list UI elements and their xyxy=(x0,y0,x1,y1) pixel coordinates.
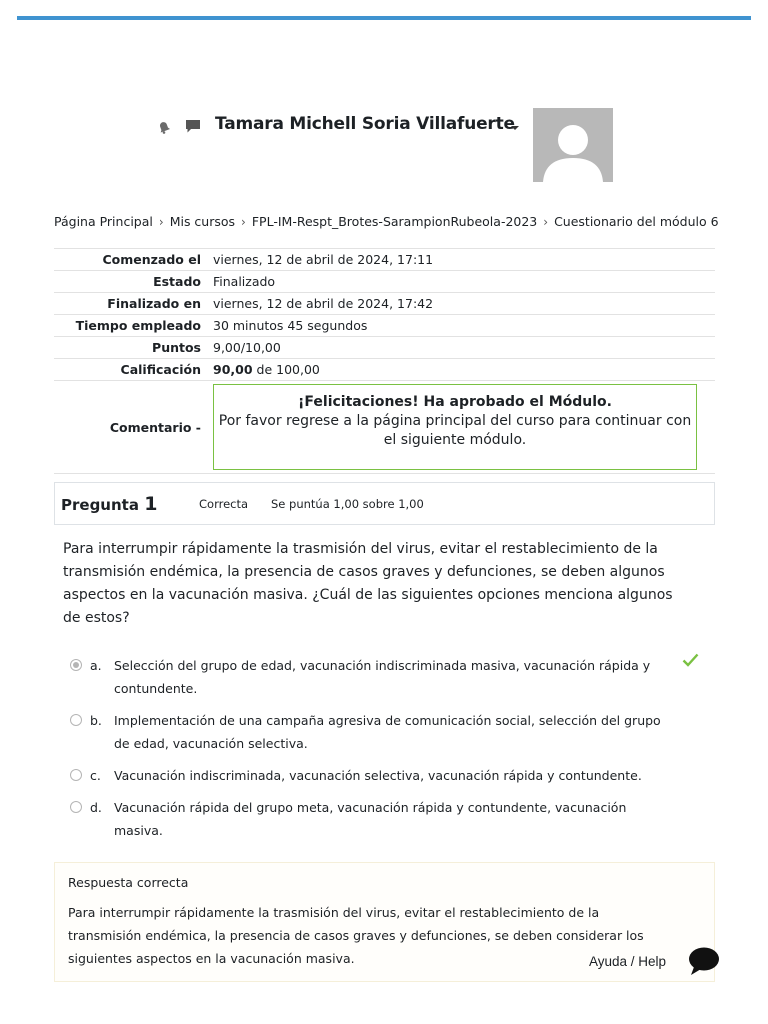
summary-row-started xyxy=(54,249,715,271)
question-state: Correcta xyxy=(199,497,249,511)
summary-value: viernes, 12 de abril de 2024, 17:42 xyxy=(213,296,434,311)
radio-button[interactable] xyxy=(70,659,82,671)
option-text: Implementación de una campaña agresiva de comunicación social, selección del grupo de edad, vacunación selectiva. xyxy=(114,713,661,751)
option-letter: b. xyxy=(90,713,102,728)
summary-row-time xyxy=(54,315,715,337)
option-text: Selección del grupo de edad, vacunación indiscriminada masiva, vacunación rápida y contundente. xyxy=(114,658,651,696)
option-text: Vacunación indiscriminada, vacunación selectiva, vacunación rápida y contundente. xyxy=(114,768,642,783)
summary-label: Finalizado en xyxy=(107,296,201,311)
attempt-summary-table xyxy=(54,248,715,474)
avatar-silhouette-icon xyxy=(533,108,613,182)
grade-max: de 100,00 xyxy=(252,362,320,377)
summary-label: Comenzado el xyxy=(102,252,201,267)
summary-row-state xyxy=(54,271,715,293)
summary-value xyxy=(209,381,715,474)
summary-value: 30 minutos 45 segundos xyxy=(213,318,368,333)
radio-button[interactable] xyxy=(70,769,82,781)
breadcrumb xyxy=(54,214,734,229)
avatar[interactable] xyxy=(533,108,613,182)
option-letter: a. xyxy=(90,658,102,673)
chat-bubble-icon[interactable] xyxy=(688,946,720,976)
question-label-text: Pregunta xyxy=(61,496,139,514)
chevron-right-icon: › xyxy=(543,214,549,229)
question-label xyxy=(61,493,157,515)
breadcrumb-item-my-courses[interactable]: Mis cursos xyxy=(169,214,236,229)
summary-row-comment xyxy=(54,381,715,474)
question-number: 1 xyxy=(144,493,158,515)
chevron-right-icon: › xyxy=(241,214,246,229)
summary-value: viernes, 12 de abril de 2024, 17:11 xyxy=(213,252,434,267)
summary-label: Tiempo empleado xyxy=(75,318,201,333)
grade-value: 90,00 xyxy=(213,362,253,377)
summary-value xyxy=(209,359,715,381)
top-accent-bar xyxy=(17,16,751,20)
feedback-text: Para interrumpir rápidamente la trasmisión del virus, evitar el restablecimiento de la transmisión endémica, la presencia de casos graves y defunciones, se deben considerar los siguientes aspectos en la vacunación masiva. xyxy=(68,905,644,966)
overall-feedback-title: ¡Felicitaciones! Ha aprobado el Módulo. xyxy=(298,394,612,410)
question-text: Para interrumpir rápidamente la trasmisión del virus, evitar el restablecimiento de la transmisión endémica, la presencia de casos graves y defunciones, se deben algunos aspectos en la vacunación masiva. ¿Cuál de las siguientes opciones menciona algunos de estos? xyxy=(63,541,673,626)
summary-label: Calificación xyxy=(120,362,201,377)
chat-icon[interactable] xyxy=(185,119,201,134)
breadcrumb-item-quiz[interactable]: Cuestionario del módulo 6 xyxy=(554,214,719,229)
chevron-right-icon: › xyxy=(158,214,164,229)
breadcrumb-item-home[interactable]: Página Principal xyxy=(54,214,153,229)
summary-label: Estado xyxy=(153,274,201,289)
question-info-box xyxy=(54,482,715,525)
option-text: Vacunación rápida del grupo meta, vacunación rápida y contundente, vacunación masiva. xyxy=(114,800,627,838)
summary-row-grade xyxy=(54,359,715,381)
breadcrumb-item-course[interactable]: FPL-IM-Respt_Brotes-SarampionRubeola-2023 xyxy=(251,214,538,229)
bell-icon[interactable] xyxy=(157,120,171,134)
summary-value: 9,00/10,00 xyxy=(213,340,281,355)
feedback-title: Respuesta correcta xyxy=(68,875,189,890)
summary-row-finished xyxy=(54,293,715,315)
help-label[interactable]: Ayuda / Help xyxy=(589,954,667,969)
caret-down-icon[interactable] xyxy=(511,126,519,130)
radio-button[interactable] xyxy=(70,714,82,726)
check-icon xyxy=(682,653,699,667)
summary-label: Comentario - xyxy=(109,419,201,435)
radio-button[interactable] xyxy=(70,801,82,813)
summary-row-points xyxy=(54,337,715,359)
summary-label: Puntos xyxy=(152,340,201,355)
overall-feedback-box xyxy=(213,384,697,470)
overall-feedback-body: Por favor regrese a la página principal del curso para continuar con el siguiente módulo. xyxy=(218,413,692,448)
summary-value: Finalizado xyxy=(213,274,276,289)
user-name[interactable]: Tamara Michell Soria Villafuerte xyxy=(215,114,515,134)
option-letter: c. xyxy=(90,768,101,783)
option-letter: d. xyxy=(90,800,102,815)
question-grade: Se puntúa 1,00 sobre 1,00 xyxy=(271,497,424,511)
